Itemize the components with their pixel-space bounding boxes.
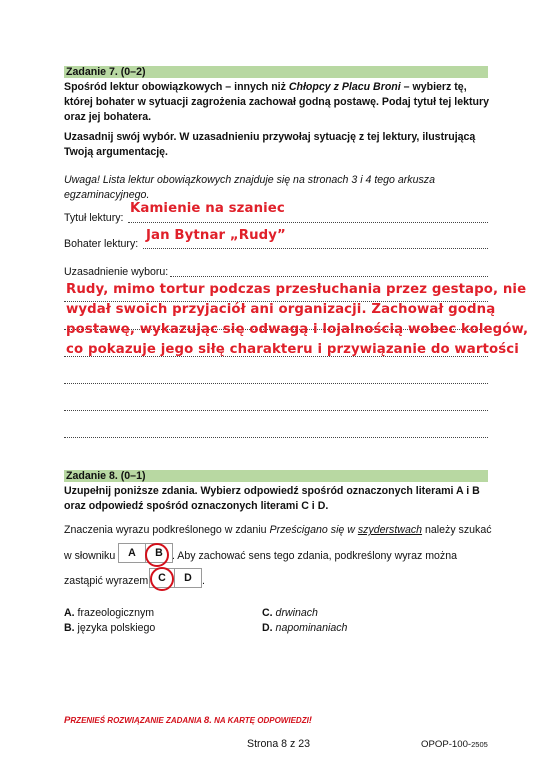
hero-answer: Jan Bytnar „Rudy” [146, 228, 286, 243]
exam-code: OPOP-100-2505 [421, 739, 488, 750]
option-c-box[interactable]: C [149, 568, 175, 588]
justification-line-1 [170, 276, 488, 277]
justification-line-6 [64, 410, 488, 411]
justification-text-2: wydał swoich przyjaciół ani organizacji. Zachował godną [66, 302, 496, 317]
task8-instruction: Uzupełnij poniższe zdania. Wybierz odpowiedź spośród oznaczonych literami A i B oraz odpowiedź spośród oznaczonych literami C i D. [64, 485, 480, 512]
title-label: Tytuł lektury: [64, 212, 124, 224]
justification-line-7 [64, 437, 488, 438]
task8-sentence-3-suffix: . [202, 575, 205, 587]
option-b-box[interactable]: B [146, 543, 173, 563]
option-b-selected-circle [145, 543, 169, 567]
option-c-label: C. drwinach [262, 607, 318, 619]
transfer-answer-notice: PRZENIEŚ ROZWIĄZANIE ZADANIA 8. NA KARTĘ ODPOWIEDZI! [64, 715, 312, 726]
justification-text-4: co pokazuje jego siłę charakteru i przywiązanie do wartości [66, 342, 519, 357]
task8-header: Zadanie 8. (0–1) [66, 470, 146, 482]
task8-header-bar [64, 470, 488, 482]
justification-line-5 [64, 383, 488, 384]
title-answer: Kamienie na szaniec [130, 201, 285, 216]
option-a-label: A. frazeologicznym [64, 607, 155, 619]
task7-instruction: Uzasadnij swój wybór. W uzasadnieniu przywołaj sytuację z tej lektury, ilustrującą Twoją argumentację. [64, 131, 476, 158]
page-number: Strona 8 z 23 [247, 738, 311, 750]
option-c-selected-circle [150, 567, 174, 591]
task7-note: Uwaga! Lista lektur obowiązkowych znajduje się na stronach 3 i 4 tego arkusza egzaminacyjnego. [64, 174, 435, 201]
task8-sentence-2-prefix: w słowniku [64, 550, 116, 562]
task8-sentence-2-suffix: . Aby zachować sens tego zdania, podkreślony wyraz można [172, 550, 458, 562]
task7-header-bar [64, 66, 488, 78]
task8-sentence-1: Znaczenia wyrazu podkreślonego w zdaniu Prześcigano się w szyderstwach należy szukać [64, 524, 492, 536]
justification-label: Uzasadnienie wyboru: [64, 266, 169, 278]
task7-header: Zadanie 7. (0–2) [66, 66, 146, 78]
task7-question: Spośród lektur obowiązkowych – innych niż Chłopcy z Placu Broni – wybierz tę, której bohater w sytuacji zagrożenia zachował godną postawę. Podaj tytuł tej lektury oraz jej bohatera. [64, 81, 490, 123]
justification-text-1: Rudy, mimo tortur podczas przesłuchania przez gestapo, nie [66, 282, 527, 297]
hero-answer-line [143, 248, 488, 249]
justification-text-3: postawę, wykazując się odwagą i lojalnością wobec kolegów, [66, 322, 529, 337]
hero-label: Bohater lektury: [64, 238, 139, 250]
task8-sentence-3-prefix: zastąpić wyrazem [64, 575, 149, 587]
option-d-box[interactable]: D [175, 568, 202, 588]
option-a-box[interactable]: A [118, 543, 146, 563]
option-b-label: B. języka polskiego [64, 622, 156, 634]
underlined-word: szyderstwach [357, 524, 423, 536]
title-answer-line [128, 222, 488, 223]
option-d-label: D. napominaniach [262, 622, 348, 634]
